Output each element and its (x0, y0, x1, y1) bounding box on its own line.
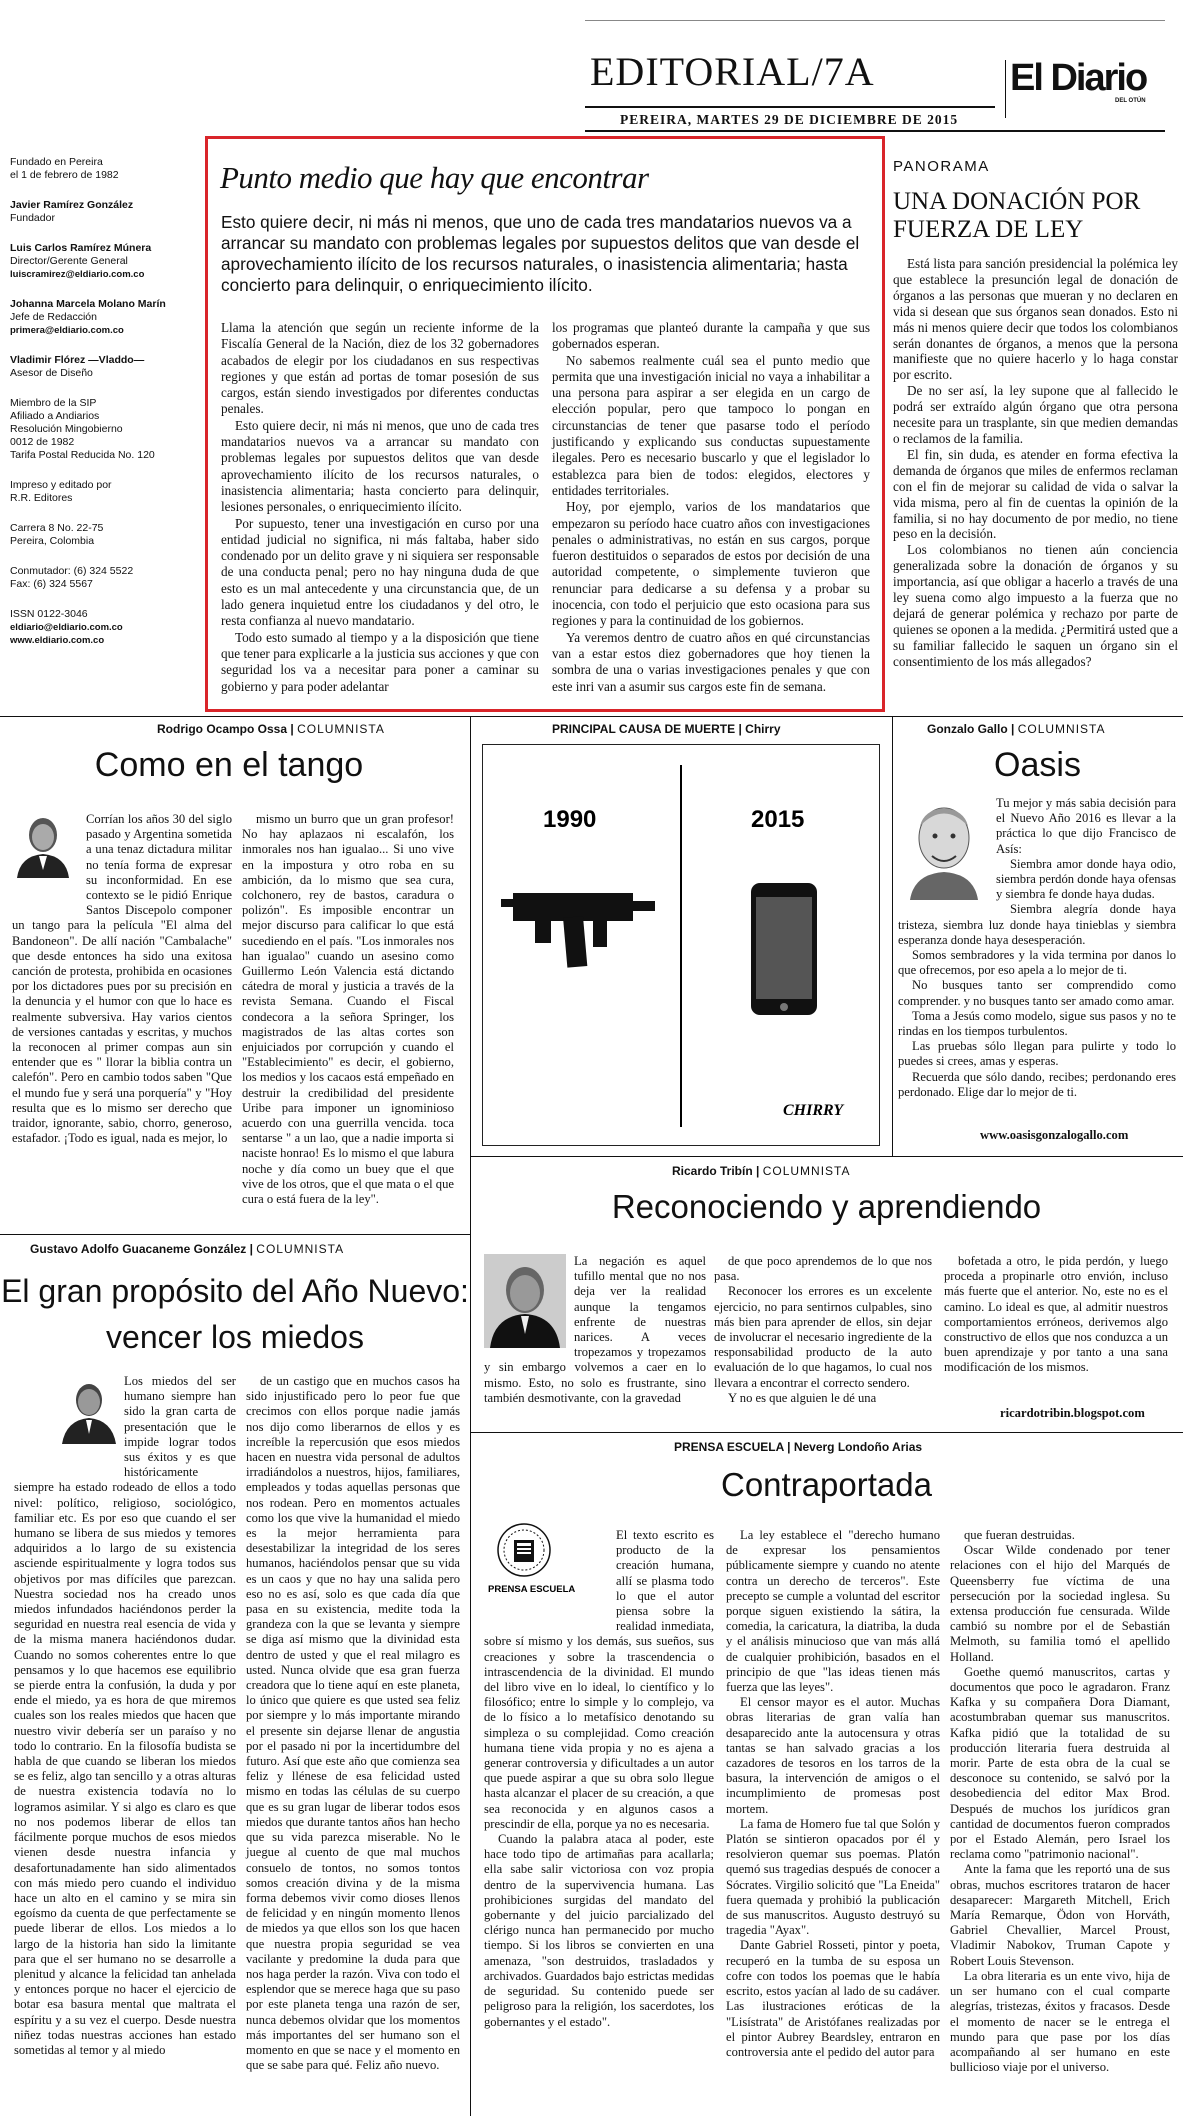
paragraph: Somos sembradores y la vida termina por danos lo que ofrecemos, por eso apela a lo mejor de ti. (898, 948, 1176, 978)
paragraph: Recuerda que sólo dando, recibes; perdonando eres perdonado. Elige dar lo mejor de ti. (898, 1069, 1176, 1099)
masthead-block (10, 565, 190, 591)
smartphone-icon (751, 883, 817, 1015)
paragraph: El fin, sin duda, es atender en forma efectiva la demanda de órganos que miles de enfermos reclaman con el fin de mejorar su calidad de vida o salvar la vida misma, pero al fin de cuentas la opinión de la familia, si no hay documento de por medio, no tiene peso en la decisión. (893, 446, 1178, 542)
paragraph: Las pruebas sólo llegan para pulirte y todo lo puedes si crees, amas y esperas. (898, 1039, 1176, 1069)
cartoon-heading: PRINCIPAL CAUSA DE MUERTE | Chirry (552, 722, 781, 736)
paragraph: La obra literaria es un ente vivo, hija de un ser humano con el cual comparte alegrías, tristezas, éxitos y fracasos. Desde el momento de nacer se le entrega el mundo para que pase por los días acompañando al ser humano en este bullicioso viaje por el universo. (950, 1968, 1170, 2075)
paragraph: La fama de Homero fue tal que Solón y Platón se sintieron opacados por él y resolvieron quemar sus poemas. Platón quemó sus tragedias después de conocer a Sócrates. Virgilio solicitó que "La Eneida" fuera quemada y prohibió la publicación de sus manuscritos. Augusto destruyó su tragedia "Ayax". (726, 1816, 941, 1938)
masthead-line: Director/Gerente General (10, 255, 128, 267)
oasis-site: www.oasisgonzalogallo.com (980, 1128, 1129, 1142)
dateline: PEREIRA, MARTES 29 DE DICIEMBRE DE 2015 (620, 112, 959, 127)
section-title: EDITORIAL/7A (590, 49, 875, 94)
masthead-line: Resolución Mingobierno (10, 423, 123, 435)
paragraph: Llama la atención que según un reciente informe de la Fiscalía General de la Nación, diez de los 32 gobernadores acabados de elegir por los ciudadanos en sus respectivas regiones y que están ad portas de tomar posesión de sus cargos, están siendo investigados por diferentes conductas penales. (221, 320, 539, 417)
paragraph: Reconocer los errores es un excelente ejercicio, no para sentirnos culpables, sino más bien para aprender de ellos, sin dejar de involucrar el necesario ingrediente de la responsabilidad producto de la auto evaluación de lo que hagamos, lo cual nos llevara a encontrar el correcto sendero. (714, 1284, 932, 1390)
contraportada-col2 (726, 1528, 940, 2060)
masthead-name: Johanna Marcela Molano Marín (10, 298, 166, 310)
proposito-byline: Gustavo Adolfo Guacaneme González | COLUMNISTA (30, 1242, 345, 1256)
contraportada-byline: PRENSA ESCUELA | Neverg Londoño Arias (674, 1440, 923, 1454)
masthead-block (10, 199, 190, 225)
proposito-col1 (14, 1374, 236, 2058)
paragraph: de un castigo que en muchos casos ha sido injustificado pero lo peor fue que crecimos con ellos porque nadie jamás nos dijo como liberarnos de ellos y es increíble la repercusión que esos miedos hacen en nuestra vida personal de adultos irradiándolos a nuestros, hijos, familiares, empleados y todas aquellas personas que nos rodean. Pero en momentos actuales como los que vive la humanidad el miedo es la mejor herramienta para desestabilizar la integridad de los seres humanos, haciéndolos pensar que su vida es un caos y que no hay una salida pero eso no es así, solo es que cada día que pasa en su existencia, medite toda la grandeza con la que se levanta y siempre se diga así mismo que la divinidad esta dentro de usted y que el real milagro es usted. Nunca olvide que esa gran fuerza creadora que lo tiene aquí en este planeta, lo único que quiere es que usted sea feliz por siempre y lo más importante mirando el presente sin dejarse llenar de angustia por el pasado ni por la incertidumbre del futuro. Así que este año que comienza sea feliz y llénese de esa felicidad usted mismo en todas las células de su cuerpo que es su gran lugar de liberar todos esos miedos que durante tantos años han hecho que su vida parezca miserable. No le juegue al cuento de que mal muchos consuelo de tontos, no somos tontos somos creación divina y de la misma forma debemos vivir como dioses llenos de felicidad y en ningún momento llenos de miedos ya que ellos son los que hacen que nuestra propia seguridad se vea vacilante y predomine la duda para que nos haga perder la razón. Viva con todo el esplendor que se merece haga que su paso por este planeta tenga una razón de ser, nunca debemos olvidar que los momentos más importantes del ser humano son el momento en que se nace y el momento en que se sabe para qué. Feliz año nuevo. (246, 1374, 460, 2073)
paragraph: Esto quiere decir, ni más ni menos, que uno de cada tres mandatarios nuevos va a arrancar su mandato con problemas legales por supuestos delitos que van desde aprovechamiento ilícito de los recursos naturales, o inasistencia alimentaria; hasta concierto para delinquir, lesiones personales, o enriquecimiento ilícito. (221, 417, 539, 515)
paragraph: Y no es que alguien le dé una (728, 1390, 877, 1405)
cartoon-signature: CHIRRY (783, 1102, 844, 1119)
reconociendo-col2 (714, 1254, 932, 1406)
oasis-title: Oasis (994, 746, 1081, 784)
editorial-col1 (221, 320, 539, 695)
reconociendo-col3 (944, 1254, 1168, 1376)
paragraph: Por supuesto, tener una investigación en curso por una entidad judicial no significa, ni más faltaba, haber sido condenado por un delito grave y ni siquiera ser responsable de una conducta penal; pero no hay ninguna duda de que esto es un mal antecedente y una circunstancia que, de un lado genera inquietud entre los ciudadanos y del otro, le resta confianza al nuevo mandatario. (221, 515, 539, 629)
paragraph: Ante la fama que les reportó una de sus obras, muchos escritores trataron de hacer desaparecer: Margareth Mitchell, Erich María Remarque, Ödon von Horváth, Gabriel Chevallier, Marcel Proust, Vladimir Nabokov, Truman Capote y Robert Louis Stevenson. (950, 1862, 1170, 1968)
paragraph: No busques tanto ser comprendido como comprender. y no busques tanto ser amado como amar. (898, 978, 1176, 1008)
masthead-line: Asesor de Diseño (10, 367, 93, 379)
masthead (10, 156, 190, 664)
masthead-block (10, 298, 190, 337)
masthead-line: Tarifa Postal Reducida No. 120 (10, 449, 155, 461)
paragraph: Todo esto sumado al tiempo y a la disposición que tiene que tener para explicarle a la justicia sus acciones y que con seguridad los va a necesitar para poner a caminar su gobierno y para poder adelantar (221, 629, 539, 694)
paragraph: bofetada a otro, le pida perdón, y luego proceda a propinarle otro envión, incluso más fuerte que el anterior. No, este no es el camino. Lo ideal es que, al admitir nuestros comportamientos erróneos, derivemos algo constructivo de ellos que nos conduzca a un buen aprendizaje y por tanto a una sana modificación de los mismos. (944, 1254, 1168, 1375)
paragraph: No sabemos realmente cuál sea el punto medio que permita que una investigación inicial no vaya a inhabilitar a una persona para aspirar a ser elegida en un cargo de elección popular, pero que tampoco lo pongan en circunstancias de tener que pasarse todo el período justificando y explicando sus conductas supuestamente ilegales. Pero es necesario buscarlo y que el legislador lo establezca para bien de todos: elegidos, electores y entidades territoriales. (552, 352, 870, 498)
paragraph: los programas que planteó durante la campaña y que sus gobernados esperan. (552, 320, 870, 352)
masthead-name: Javier Ramírez González (10, 199, 134, 211)
paragraph: Siembra amor donde haya odio, siembra perdón donde haya ofensas y siembra fe donde haya dudas. (996, 856, 1176, 902)
paragraph: Goethe quemó manuscritos, cartas y documentos que poco le agradaron. Franz Kafka y su compañera Dora Diamant, acostumbraban quemar sus manuscritos. Kafka pidió que la totalidad de su producción literaria fuera destruida al morir. Parte de esta obra de la cual se desconoce su contenido, se salvó por la desobediencia del editor Max Brod. Después de muchos los jurídicos gran cantidad de documentos fueron comprados por el Estado Alemán, pero Israel los reclama como "patrimonio nacional". (950, 1664, 1170, 1862)
masthead-block (10, 156, 190, 182)
contraportada-title: Contraportada (721, 1466, 932, 1503)
oasis-body (898, 796, 1176, 1100)
masthead-name: Luis Carlos Ramírez Múnera (10, 242, 152, 254)
paragraph: mismo un burro que un gran profesor! No hay aplazaos ni escalafón, los inmorales nos han igualao... Si uno vive en la impostura y otro roba en su ambición, da lo mismo que sea cura, colchonero, rey de bastos, caradura o polizón". Es imposible encontrar un mejor discurso para calificar lo que está sucediendo en el país. "Los inmorales nos han igualao" cuando un asesino como Guillermo León Valencia está dictando cátedra de moral y justicia a través de la revista Semana. Cuando el Fiscal condecora a la señora Springer, los magistrados de las altas cortes son enjuiciados por corrupción y cuando el "Establecimiento" es decir, el gobierno, los medios y los cacaos está empeñado en destruir la credibilidad del presidente Uribe para imponer un ignominioso acuerdo con una guerrilla vencida. toca sentarse " a un lao, que a nadie importa si naciste honrao! Es lo mismo el que labura noche y día como un buey que el que vive de los otros, que el que mata o el que cura o está fuera de la ley". (242, 812, 454, 1207)
masthead-line[interactable]: luiscramirez@eldiario.com.co (10, 269, 145, 280)
masthead-line[interactable]: primera@eldiario.com.co (10, 325, 124, 336)
paragraph: El texto escrito es producto de la creación humana, allí se plasma todo lo que el autor piensa sobre la realidad inmediata, sobre sí mismo y los demás, sus sueños, sus creaciones y sobre la trascendencia o intrascendencia de la divinidad. El mundo del libro vive en lo ideal, lo científico y lo filosófico; entre lo simple y lo complejo, va de lo físico a lo metafísico denotando su simpleza o su complejidad. Como creación humana tiene vida propia y no es ajena a generar controversia y dificultades a un autor que puede aspirar a que su obra solo llegue hasta alcanzar el placer de su creación, a que sea reconocida y en algunos casos a prescindir de ella, porque ya no es necesaria. (484, 1528, 714, 1831)
masthead-line: Fax: (6) 324 5567 (10, 578, 93, 590)
reconociendo-site: ricardotribin.blogspot.com (1000, 1406, 1145, 1420)
proposito-title-line1: El gran propósito del Año Nuevo: (1, 1273, 469, 1309)
contraportada-col1 (484, 1528, 714, 2030)
paragraph: Está lista para sanción presidencial la polémica ley que establece la presunción legal de donación de órganos a las personas que mueran y no declaren en vida si desean que sus órganos sean donados. Esto ni más ni menos quiere decir que todos los colombianos serán donantes de órganos, a menos que la persona manifieste que no quiere hacerlo y lo haga constar por escrito. (893, 256, 1178, 383)
masthead-line: Fundador (10, 212, 55, 224)
masthead-line: el 1 de febrero de 1982 (10, 169, 119, 181)
paragraph: El censor mayor es el autor. Muchas obras literarias de gran valía han desaparecido ante la autocensura y otras tantas se han salvado gracias a los cazadores de tesoros en los tarros de la basura, la intervención de amigos o el incumplimiento de promesas post mortem. (726, 1695, 940, 1816)
reconociendo-col1 (484, 1254, 706, 1406)
editorial-title: Punto medio que hay que encontrar (220, 160, 649, 195)
paragraph: de que poco aprendemos de lo que nos pasa. (714, 1254, 932, 1284)
paragraph: Oscar Wilde condenado por tener relaciones con el hijo del Marqués de Queensberry fue víctima de una persecución por la sociedad inglesa. Su extensa producción fue censurada. Wilde cambió su nombre por el de Sebastián Melmoth, su familia tomó el apellido Holland. (950, 1543, 1170, 1664)
gun-icon (501, 893, 655, 968)
masthead-line: Conmutador: (6) 324 5522 (10, 565, 134, 577)
masthead-line[interactable]: eldiario@eldiario.com.co (10, 622, 123, 633)
newspaper-logo: El Diario (1010, 57, 1147, 99)
oasis-byline: Gonzalo Gallo | COLUMNISTA (927, 722, 1106, 736)
masthead-line: Afiliado a Andiarios (10, 410, 100, 422)
masthead-line: Carrera 8 No. 22-75 (10, 522, 104, 534)
masthead-block (10, 354, 190, 380)
tango-col1 (12, 812, 232, 1146)
masthead-block (10, 242, 190, 281)
masthead-line: Impreso y editado por (10, 479, 112, 491)
masthead-line: ISSN 0122-3046 (10, 608, 88, 620)
masthead-line[interactable]: www.eldiario.com.co (10, 635, 105, 646)
page-number: 7A (823, 49, 875, 94)
masthead-line: Fundado en Pereira (10, 156, 103, 168)
paragraph: Cuando la palabra ataca al poder, este hace todo tipo de artimañas para acallarla; ella sabe salir victoriosa con voz propia dentro de la supervivencia humana. Las prohibiciones surgidas del mandato del gobernante y del juicio parcializado del clérigo nunca han permanecido por mucho tiempo. Si los libros se convierten en una amenaza, "son destruidos, trasladados y archivados. Guardados bajo estrictas medidas de seguridad. Su contenido puede ser peligroso para la religión, los sacerdotes, los gobernantes y el estado". (484, 1832, 714, 2029)
paragraph: Los miedos del ser humano siempre han sido la gran carta de presentación que le impide lograr todos sus éxitos y es que históricamente siempre ha estado rodeado de ellos a todo nivel: político, religioso, sociológico, familiar etc. Es por eso que cuando el ser humano se libera de sus miedos y temores adquiridos a lo largo de su existencia asciende espiritualmente y logra todos sus objetivos por mas difíciles que parezcan. Nuestra sociedad nos ha creado unos miedos infundados haciéndonos perder la seguridad en nuestra real esencia de vida y de la misma manera haciéndonos dudar. Cuando no somos coherentes entre lo que pensamos y lo que hacemos ese equilibrio se pierde entra la confusión, la duda y por ende el miedo, ya es hora de que miremos cuales son los reales miedos que hacen que nuestro vivir debería ser un paraíso y no todo lo contrario. En la filosofía budista se habla de que cuando se liberan los miedos se es feliz, algo tan sencillo y a otras alturas de nuestra existencia todavía no lo logramos asimilar. Y si algo es claro es que no nos podemos liberar de ellos tan fácilmente porque muchos de esos miedos vienen desde nuestra infancia y desafortunadamente han sido alimentados con más miedo pero cuando el individuo hace un alto en el camino y se mira sin egoísmo da cuenta de que perfectamente se puede liberar de ellos. Los miedos a lo largo de la historia han sido la limitante para que el ser humano no se desarrolle a plenitud y alcance la felicidad tan anhelada y entonces porque no hacer el ejercicio de botar esa basura mental que maltrata el espíritu y a su vez el cuerpo. Desde nuestra niñez todas nuestras acciones han estado sometidas al temor y al miedo (14, 1374, 236, 2057)
paragraph: La negación es aquel tufillo mental que no nos deja ver la realidad aunque la tengamos enfrente de nuestras narices. A veces tropezamos y tropezamos y sin embargo volvemos a caer en lo mismo. Esto, no solo es frustrante, sino también desmotivante, con la gravedad (484, 1254, 706, 1405)
paragraph: La ley establece el "derecho humano de expresar los pensamientos públicamente siempre y cuando no atente contra un derecho de terceros". Este precepto se cumple a voluntad del escritor porque siguen existiendo la sátira, la comedia, la caricatura, la diatriba, la duda y el análisis minucioso que van más allá de cualquier prohibición, basados en el principio de que "las ideas tienen más fuerza que las leyes". (726, 1528, 940, 1695)
editorial-col2 (552, 320, 870, 695)
tango-title: Como en el tango (94, 746, 364, 784)
masthead-line: Pereira, Colombia (10, 535, 95, 547)
tango-col2 (242, 812, 454, 1207)
proposito-title-line2: vencer los miedos (106, 1319, 364, 1355)
masthead-line: Miembro de la SIP (10, 397, 97, 409)
masthead-block (10, 479, 190, 505)
reconociendo-byline: Ricardo Tribín | COLUMNISTA (672, 1164, 851, 1178)
paragraph: De no ser así, la ley supone que al fallecido le podrá ser extraído algún órgano que otra persona necesite para un trasplante, sin que medien demandas o reclamos de la familia. (893, 383, 1178, 446)
paragraph: Siembra alegría donde haya tristeza, siembra luz donde haya tinieblas y siembra esperanza donde haya desesperación. (898, 902, 1176, 947)
paragraph: Tu mejor y más sabia decisión para el Nuevo Año 2016 es llevar a la práctica lo que dijo Francisco de Asís: (996, 796, 1176, 856)
section-name: EDITORIAL (590, 49, 812, 94)
masthead-name: Vladimir Flórez —Vladdo— (10, 354, 145, 366)
masthead-line: Jefe de Redacción (10, 311, 97, 323)
panorama-body (893, 256, 1178, 670)
masthead-block (10, 608, 190, 647)
paragraph: Dante Gabriel Rosseti, pintor y poeta, recuperó en la tumba de su esposa un cofre con todos los poemas que le había escrito, estos yacían al lado de su cadáver. Las ilustraciones eróticas de la "Lisístrata" de Aristófanes realizadas por el pintor Aubrey Beardsley, entraron en controversia ante el pedido del autor para (726, 1938, 940, 2059)
masthead-block (10, 397, 190, 462)
panorama-kicker: PANORAMA (893, 158, 990, 175)
paragraph: Corrían los años 30 del siglo pasado y Argentina sometida a una tenaz dictadura militar no tenía forma de expresar su inconformidad. En ese contexto se le pidió Enrique Santos Discepolo componer un tango para la película "El alma del Bandoneon". De allí nación "Cambalache" que desde entonces ha sido una exitosa canción de protesta, prohibida en ocasiones por los dictadores pues por su precisión en la denuncia y el humor con que lo hace es realmente subversiva. Hay varios cientos de versiones cantadas y escritas, y muchos la reconocen al primer compas aun sin entender que es " llorar la biblia contra un calefón". Pero en cambio todos saben "Que el mundo fue y será una porquería" y "Hoy resulta que es lo mismo ser derecho que traidor, ignorante, sabio, chorro, generoso, estafador. ¡Todo es igual, nada es mejor, lo (12, 812, 232, 1146)
prensa-escuela-logo-text: PRENSA ESCUELA (488, 1584, 576, 1595)
masthead-line: 0012 de 1982 (10, 436, 75, 448)
logo-subtitle: DEL OTÚN (1115, 98, 1146, 104)
cartoon-year-right: 2015 (751, 806, 805, 833)
paragraph: que fueran destruidas. (964, 1528, 1075, 1542)
proposito-col2 (246, 1374, 460, 2073)
paragraph: Ya veremos dentro de cuatro años en qué circunstancias van a estar estos diez gobernadores que hoy tienen la sombra de una o varias investigaciones penales y que con este inri van a asumir sus cargos este fin de semana. (552, 629, 870, 694)
paragraph: Hoy, por ejemplo, varios de los mandatarios que empezaron su período hace cuatro años con investigaciones penales o administrativas, no están en sus cargos, porque fueron destituidos o separados de estos por decisión de una autoridad competente, o simplemente tuvieron que renunciar para dedicarse a su defensa y a probar su inocencia, con todo el perjuicio que esto ocasiona para sus regiones y para la continuidad de los gobiernos. (552, 499, 870, 629)
paragraph: Toma a Jesús como modelo, sigue sus pasos y no te rindas en los tiempos turbulentos. (898, 1008, 1176, 1039)
paragraph: Los colombianos no tienen aún conciencia generalizada sobre la donación de órganos y su importancia, así que obligar a hacerlo a través de una ley suena como algo impuesto a la fuerza que no dejará de generar polémica y rechazo por parte de quienes se oponen a la medida. ¿Permitirá usted que a su familiar fallecido le saquen un órgano sin el consentimiento de los más allegados? (893, 542, 1178, 669)
panorama-title: UNA DONACIÓN POR FUERZA DE LEY (893, 188, 1141, 243)
cartoon (482, 744, 880, 1146)
reconociendo-title: Reconociendo y aprendiendo (611, 1188, 1042, 1225)
editorial-lead: Esto quiere decir, ni más ni menos, que uno de cada tres mandatarios nuevos va a arrancar su mandato con problemas legales por supuestos delitos que van desde el aprovechamiento ilícito de los recursos naturales, o inasistencia alimentaria; hasta concierto para delinquir, o enriquecimiento ilícito. (221, 212, 860, 295)
cartoon-year-left: 1990 (543, 806, 597, 833)
contraportada-col3 (950, 1528, 1170, 2075)
tango-byline: Rodrigo Ocampo Ossa | COLUMNISTA (157, 722, 385, 736)
masthead-block (10, 522, 190, 548)
masthead-line: R.R. Editores (10, 492, 73, 504)
